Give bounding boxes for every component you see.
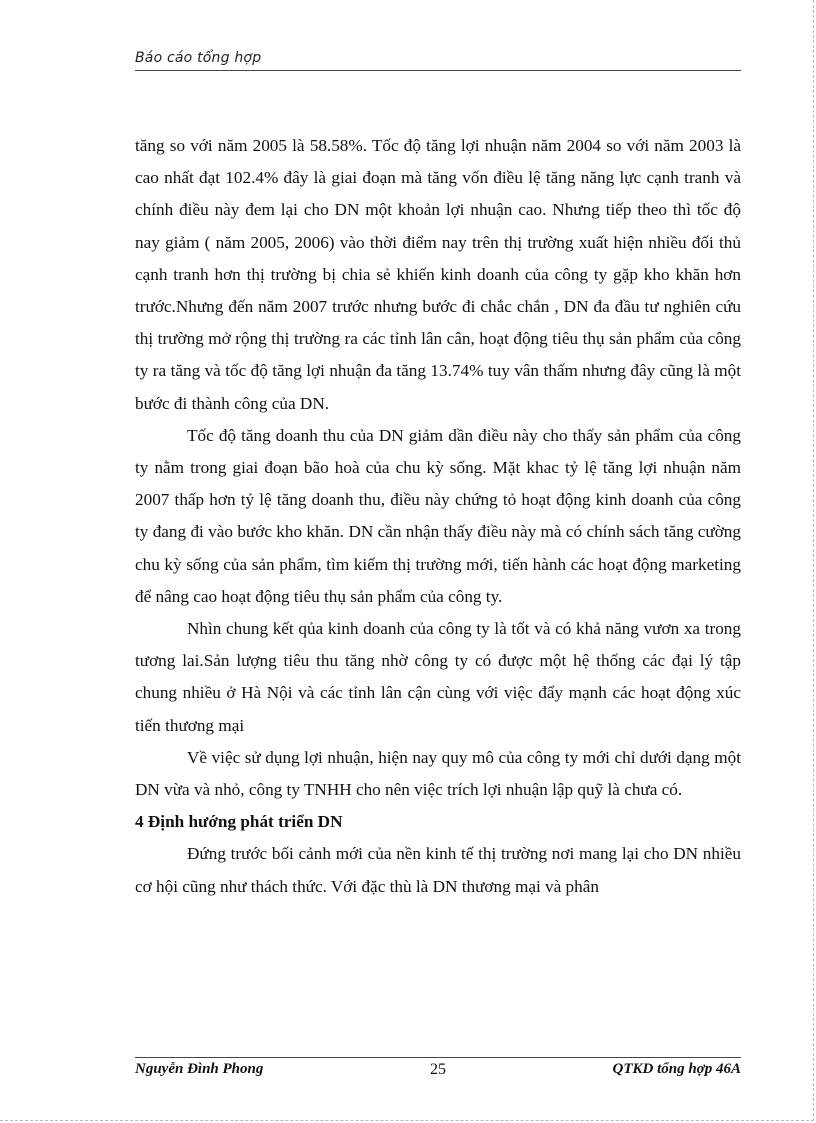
body-paragraph: Nhìn chung kết qủa kinh doanh của công ty là tốt và có khả năng vươn xa trong tương lai.Sản lượng tiêu thu tăng nhờ công ty có được một hệ thống các đại lý tập chung nhiều ở Hà Nội và các tỉnh lân cận cùng với việc đẩy mạnh các hoạt động xúc tiến thương mại <box>135 619 741 735</box>
section-heading: 4 Định hướng phát triển DN <box>135 812 343 832</box>
page-number: 25 <box>430 1061 446 1078</box>
footer-author: Nguyễn Đình Phong <box>135 1061 264 1077</box>
page-footer <box>135 1057 741 1082</box>
body-paragraph: Tốc độ tăng doanh thu của DN giảm dần điều này cho thấy sản phẩm của công ty nằm trong giai đoạn bão hoà của chu kỳ sống. Mặt khac tỷ lệ tăng lợi nhuận năm 2007 thấp hơn tỷ lệ tăng doanh thu, điều này chứng tỏ hoạt động kinh doanh của công ty đang đi vào bước kho khăn. DN cần nhận thấy điều này mà có chính sách tăng cường chu kỳ sống của sản phẩm, tìm kiếm thị trường mới, tiến hành các hoạt động marketing để nâng cao hoạt động tiêu thụ sản phẩm của công ty. <box>135 425 741 606</box>
body-paragraph: Đứng trước bối cảnh mới của nền kinh tế thị trường nơi mang lại cho DN nhiều cơ hội cũng như thách thức. Với đặc thù là DN thương mại và phân <box>135 844 741 896</box>
document-body <box>135 130 741 903</box>
page-header <box>135 48 741 71</box>
body-paragraph: Về việc sử dụng lợi nhuận, hiện nay quy mô của công ty mới chỉ dưới dạng một DN vừa và nhỏ, công ty TNHH cho nên việc trích lợi nhuận lập quỹ là chưa có. <box>135 747 741 800</box>
footer-class-label: QTKD tổng hợp 46A <box>612 1061 741 1077</box>
header-title: Báo cáo tổng hợp <box>135 50 262 66</box>
body-paragraph: tăng so với năm 2005 là 58.58%. Tốc độ tăng lợi nhuận năm 2004 so với năm 2003 là cao nhất đạt 102.4% đây là giai đoạn mà tăng vốn điều lệ tăng năng lực cạnh tranh và chính điều này đem lại cho DN một khoản lợi nhuận cao. Nhưng tiếp theo thì tốc độ nay giảm ( năm 2005, 2006) vào thời điểm nay trên thị trường xuất hiện nhiều đối thủ cạnh tranh hơn thị trường bị chia sẻ khiến kinh doanh của công ty gặp kho khăn hơn trước.Nhưng đến năm 2007 trước nhưng bước đi chắc chắn , DN đa đầu tư nghiên cứu thị trường mở rộng thị trường ra các tỉnh lân cân, hoạt động tiêu thụ sản phẩm của công ty ra tăng và tốc độ tăng lợi nhuận đa tăng 13.74% tuy vân thấm nhưng đây cũng là một bước đi thành công của DN. <box>135 136 741 413</box>
